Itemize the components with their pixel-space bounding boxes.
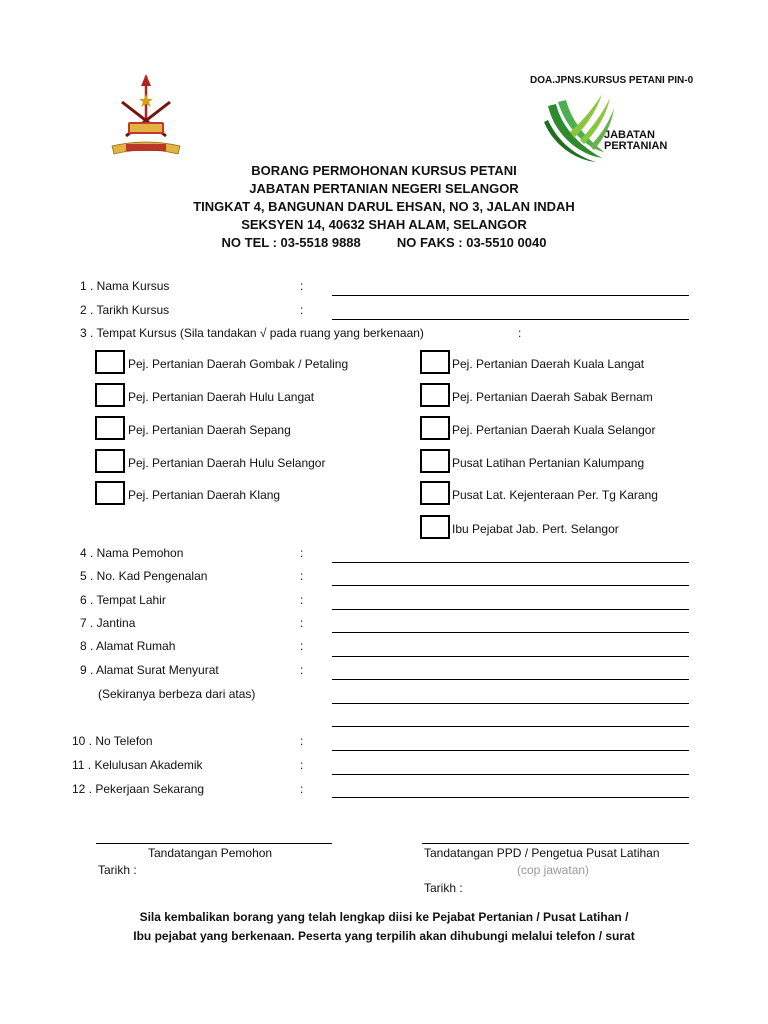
contact-line: NO TEL : 03-5518 9888 NO FAKS : 03-5510 0040 <box>221 235 547 250</box>
signature-line-officer[interactable] <box>422 843 689 844</box>
applicant-date-label: Tarikh : <box>98 863 137 877</box>
department-name: JABATAN PERTANIAN NEGERI SELANGOR <box>249 181 519 196</box>
option-gombak-petaling: Pej. Pertanian Daerah Gombak / Petaling <box>128 357 349 371</box>
checkbox-tg-karang[interactable] <box>420 481 450 505</box>
input-line-alamat-rumah[interactable] <box>332 656 689 657</box>
checkbox-kuala-langat[interactable] <box>420 350 450 374</box>
option-hulu-langat: Pej. Pertanian Daerah Hulu Langat <box>128 390 315 404</box>
input-line-alamat-surat-3[interactable] <box>332 726 689 727</box>
field-colon: : <box>300 782 304 796</box>
field-colon: : <box>300 663 304 677</box>
selangor-crest-logo <box>108 72 184 160</box>
option-sepang: Pej. Pertanian Daerah Sepang <box>128 423 291 437</box>
field-label-alamat-surat: 9 . Alamat Surat Menyurat <box>80 663 219 677</box>
option-ibu-pejabat: Ibu Pejabat Jab. Pert. Selangor <box>452 522 619 536</box>
field-label-nama-pemohon: 4 . Nama Pemohon <box>80 546 184 560</box>
form-header <box>0 162 768 252</box>
field-colon: : <box>300 546 304 560</box>
option-kuala-selangor: Pej. Pertanian Daerah Kuala Selangor <box>452 423 656 437</box>
input-line-jantina[interactable] <box>332 632 689 633</box>
option-kalumpang: Pusat Latihan Pertanian Kalumpang <box>452 456 645 470</box>
address-line-1: TINGKAT 4, BANGUNAN DARUL EHSAN, NO 3, JALAN INDAH <box>193 199 575 214</box>
field-label-no-telefon: 10 . No Telefon <box>72 734 153 748</box>
field-label-tempat-lahir: 6 . Tempat Lahir <box>80 593 166 607</box>
logo-text-line1: JABATAN <box>604 129 655 141</box>
field-colon: : <box>300 303 304 317</box>
jabatan-pertanian-logo <box>540 92 680 164</box>
option-klang: Pej. Pertanian Daerah Klang <box>128 488 281 502</box>
field-note-berbeza: (Sekiranya berbeza dari atas) <box>98 687 256 701</box>
input-line-nama-kursus[interactable] <box>332 295 689 296</box>
officer-date-label: Tarikh : <box>424 881 463 895</box>
checkbox-gombak-petaling[interactable] <box>95 350 125 374</box>
field-label-tempat-kursus: 3 . Tempat Kursus (Sila tandakan √ pada ruang yang berkenaan) <box>80 326 424 340</box>
field-colon: : <box>300 616 304 630</box>
officer-stamp-note: (cop jawatan) <box>517 863 590 877</box>
field-colon: : <box>300 569 304 583</box>
field-label-kelulusan: 11 . Kelulusan Akademik <box>72 758 203 772</box>
field-label-nama-kursus: 1 . Nama Kursus <box>80 279 170 293</box>
input-line-kad-pengenalan[interactable] <box>332 585 689 586</box>
field-colon: : <box>300 593 304 607</box>
checkbox-hulu-selangor[interactable] <box>95 449 125 473</box>
input-line-nama-pemohon[interactable] <box>332 562 689 563</box>
signature-line-applicant[interactable] <box>96 843 332 844</box>
input-line-no-telefon[interactable] <box>332 750 689 751</box>
option-tg-karang: Pusat Lat. Kejenteraan Per. Tg Karang <box>452 488 658 502</box>
checkbox-kuala-selangor[interactable] <box>420 416 450 440</box>
input-line-kelulusan[interactable] <box>332 774 689 775</box>
checkbox-sepang[interactable] <box>95 416 125 440</box>
option-kuala-langat: Pej. Pertanian Daerah Kuala Langat <box>452 357 645 371</box>
logo-text-line2: PERTANIAN <box>604 140 668 152</box>
input-line-tarikh-kursus[interactable] <box>332 319 689 320</box>
checkbox-kalumpang[interactable] <box>420 449 450 473</box>
checkbox-sabak-bernam[interactable] <box>420 383 450 407</box>
leaf-emblem-icon <box>540 92 680 164</box>
footer-instructions <box>0 908 768 946</box>
field-colon: : <box>300 734 304 748</box>
field-label-pekerjaan: 12 . Pekerjaan Sekarang <box>72 782 205 796</box>
field-colon: : <box>300 279 304 293</box>
address-line-2: SEKSYEN 14, 40632 SHAH ALAM, SELANGOR <box>241 217 527 232</box>
input-line-alamat-surat-2[interactable] <box>332 703 689 704</box>
input-line-tempat-lahir[interactable] <box>332 609 689 610</box>
signature-label-officer: Tandatangan PPD / Pengetua Pusat Latihan <box>424 846 660 860</box>
field-label-tarikh-kursus: 2 . Tarikh Kursus <box>80 303 170 317</box>
checkbox-ibu-pejabat[interactable] <box>420 515 450 539</box>
field-colon: : <box>300 639 304 653</box>
field-label-alamat-rumah: 8 . Alamat Rumah <box>80 639 176 653</box>
checkbox-klang[interactable] <box>95 481 125 505</box>
checkbox-hulu-langat[interactable] <box>95 383 125 407</box>
field-colon: : <box>300 758 304 772</box>
option-sabak-bernam: Pej. Pertanian Daerah Sabak Bernam <box>452 390 653 404</box>
field-label-jantina: 7 . Jantina <box>80 616 136 630</box>
form-title: BORANG PERMOHONAN KURSUS PETANI <box>251 163 517 178</box>
footer-line-2: Ibu pejabat yang berkenaan. Peserta yang terpilih akan dihubungi melalui telefon / surat <box>133 929 635 943</box>
input-line-pekerjaan[interactable] <box>332 797 689 798</box>
document-code: DOA.JPNS.KURSUS PETANI PIN-0 <box>530 75 694 86</box>
option-hulu-selangor: Pej. Pertanian Daerah Hulu Selangor <box>128 456 326 470</box>
footer-line-1: Sila kembalikan borang yang telah lengkap diisi ke Pejabat Pertanian / Pusat Latihan / <box>139 910 629 924</box>
field-colon: : <box>518 326 522 340</box>
signature-label-applicant: Tandatangan Pemohon <box>148 846 273 860</box>
input-line-alamat-surat-1[interactable] <box>332 679 689 680</box>
field-label-kad-pengenalan: 5 . No. Kad Pengenalan <box>80 569 208 583</box>
